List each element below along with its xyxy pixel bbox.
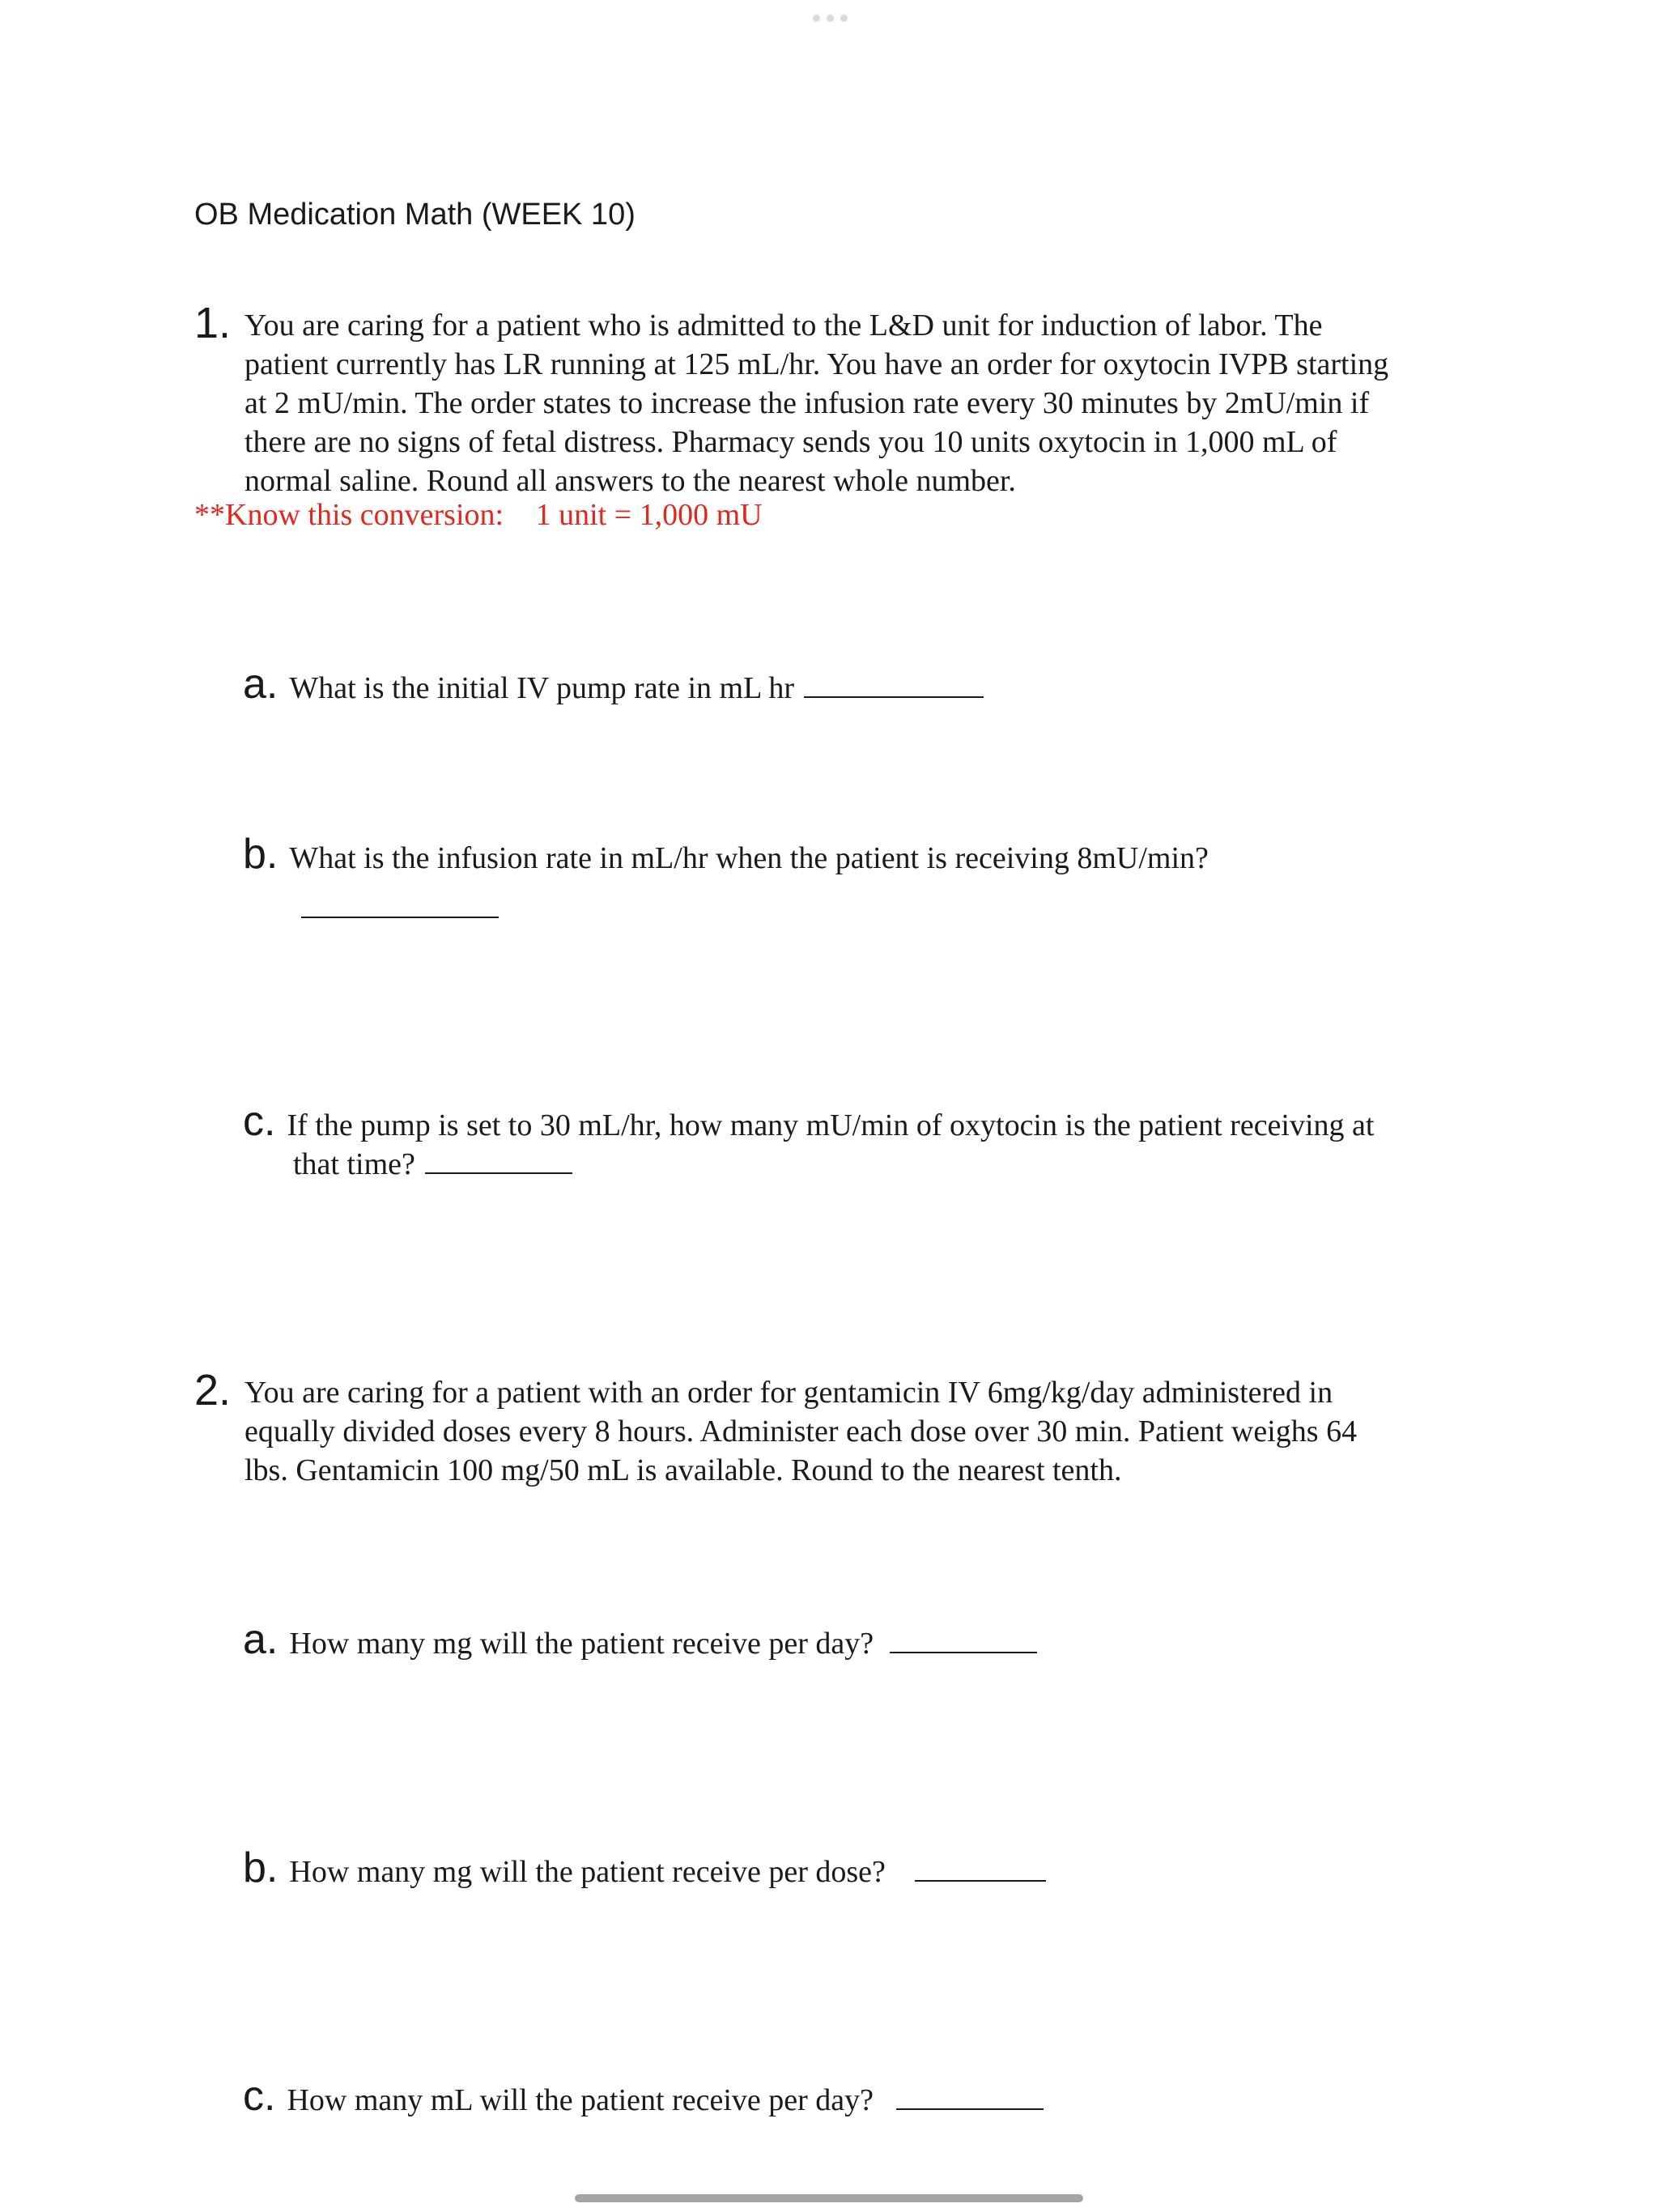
question-1c-continuation xyxy=(293,1146,572,1182)
question-2b xyxy=(243,1844,1046,1892)
question-1b-answer-line xyxy=(301,891,499,926)
question-2c xyxy=(243,2073,1044,2121)
question-2a xyxy=(243,1616,1037,1664)
sub-question-text: How many mL will the patient receive per day? xyxy=(287,2083,874,2117)
sub-question-text: that time? xyxy=(293,1147,415,1181)
question-line: lbs. Gentamicin 100 mg/50 mL is available. Round to the nearest tenth. xyxy=(244,1453,1122,1487)
dot-3 xyxy=(840,15,848,22)
answer-blank[interactable] xyxy=(915,1854,1046,1882)
answer-blank[interactable] xyxy=(425,1146,572,1174)
conversion-value: 1 unit = 1,000 mU xyxy=(535,498,763,532)
sub-question-text: If the pump is set to 30 mL/hr, how many mU/min of oxytocin is the patient receiving at xyxy=(287,1108,1375,1142)
question-text xyxy=(244,306,1473,500)
answer-blank[interactable] xyxy=(804,670,984,698)
question-2 xyxy=(194,1366,1473,1490)
dot-2 xyxy=(827,15,834,22)
question-number: 2. xyxy=(194,1366,232,1414)
page-title: OB Medication Math (WEEK 10) xyxy=(194,198,636,232)
question-1 xyxy=(194,299,1473,500)
multitasking-dots[interactable] xyxy=(813,15,848,22)
answer-blank[interactable] xyxy=(896,2082,1044,2110)
dot-1 xyxy=(813,15,820,22)
sub-letter: c. xyxy=(243,1098,276,1145)
sub-question-text: How many mg will the patient receive per dose? xyxy=(289,1855,886,1889)
question-number: 1. xyxy=(194,299,232,347)
question-text xyxy=(244,1373,1473,1490)
sub-letter: c. xyxy=(243,2073,276,2120)
answer-blank[interactable] xyxy=(301,891,499,918)
question-1b xyxy=(243,831,1209,878)
conversion-note xyxy=(194,497,763,533)
sub-letter: a. xyxy=(243,1616,278,1663)
question-line: normal saline. Round all answers to the nearest whole number. xyxy=(244,464,1016,498)
question-1c xyxy=(243,1098,1375,1146)
sub-question-text: What is the infusion rate in mL/hr when the patient is receiving 8mU/min? xyxy=(289,841,1209,875)
sub-letter: b. xyxy=(243,831,278,878)
question-1a xyxy=(243,661,984,708)
sub-letter: a. xyxy=(243,661,278,708)
home-indicator[interactable] xyxy=(575,2194,1083,2202)
sub-question-text: What is the initial IV pump rate in mL hr xyxy=(289,671,795,705)
question-line: patient currently has LR running at 125 mL/hr. You have an order for oxytocin IVPB starting xyxy=(244,347,1389,381)
question-line: equally divided doses every 8 hours. Administer each dose over 30 min. Patient weighs 64 xyxy=(244,1414,1358,1448)
question-line: You are caring for a patient with an order for gentamicin IV 6mg/kg/day administered in xyxy=(244,1376,1333,1410)
note-label: **Know this conversion: xyxy=(194,498,504,532)
answer-blank[interactable] xyxy=(890,1626,1037,1653)
question-line: at 2 mU/min. The order states to increase the infusion rate every 30 minutes by 2mU/min if xyxy=(244,386,1370,420)
question-line: You are caring for a patient who is admitted to the L&D unit for induction of labor. The xyxy=(244,308,1323,342)
sub-question-text: How many mg will the patient receive per day? xyxy=(289,1627,874,1661)
sub-letter: b. xyxy=(243,1844,278,1891)
question-line: there are no signs of fetal distress. Pharmacy sends you 10 units oxytocin in 1,000 mL of xyxy=(244,425,1337,459)
